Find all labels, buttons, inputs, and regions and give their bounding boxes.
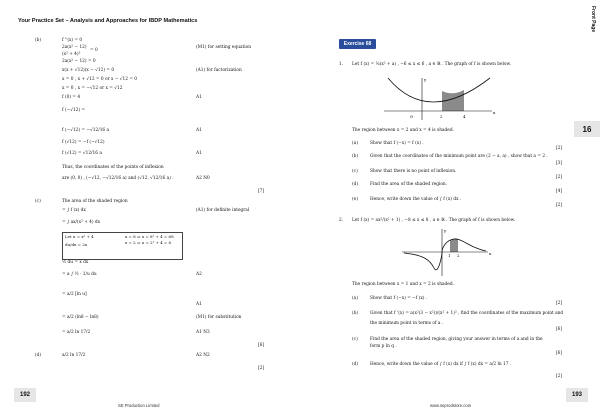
b-line-6: x = 0 , x + √12 = 0 or x − √12 = 0	[62, 77, 138, 82]
d-mark-1: [2]	[258, 366, 265, 371]
header-title: Your Practice Set – Analysis and Approaches for IBDP Mathematics	[18, 18, 198, 24]
q2-c-label: (c)	[352, 337, 358, 342]
b-mark-4: A1	[196, 151, 202, 156]
q1-c-label: (c)	[352, 169, 358, 174]
q2-label-1: 1	[448, 253, 451, 258]
q2-b-text2: the minimum point in terms of a .	[370, 321, 444, 326]
q1-label-y: y	[424, 77, 427, 82]
d-line: a/2 ln 17/2	[62, 353, 86, 358]
q2-number: 2.	[339, 218, 344, 223]
q2-b-text: Given that f '(x) = a(x²(3 − x²))/(x² + 1)² , find the coordinates of the maximum point and	[370, 311, 564, 316]
b-mark-6: [7]	[258, 189, 265, 194]
q2-c-text2: form p ln q .	[370, 344, 397, 349]
q1-stem: Let f (x) = ¼(x² + a) , −6 ≤ x ≤ 6 , a ∈ ℝ . The graph of f is shown below.	[352, 62, 511, 67]
c-mark-3: (M1) for substitution	[196, 315, 242, 320]
q1-graph	[380, 74, 500, 124]
c-box-0: Let u = x² + 4	[65, 234, 94, 239]
q1-a-label: (a)	[352, 141, 358, 146]
b-mark-2: A1	[196, 95, 202, 100]
c-mark-0: (A1) for definite integral	[196, 208, 250, 213]
q2-b-label: (b)	[352, 311, 359, 316]
c-mark-2: A1	[196, 302, 202, 307]
d-mark-0: A2 N2	[196, 353, 210, 358]
q1-label-x: x	[493, 110, 496, 115]
c-box-2: x = 2 ⇒ u = 2² + 4 = 8	[125, 240, 172, 245]
q1-b-text: Given that the coordinates of the minimum point are (2 − a, a) , show that a = 2 .	[370, 154, 548, 159]
q2-d-mark: [2]	[556, 374, 563, 379]
q2-stem: Let f (x) = ax²/(x² + 1) , −8 ≤ x ≤ 8 , a ∈ ℝ . The graph of f is shown below.	[352, 218, 516, 223]
b-line-2: (x² + 4)³	[62, 52, 81, 57]
part-b-label: (b)	[35, 38, 42, 43]
q1-d-label: (d)	[352, 182, 359, 187]
b-mark-3: A1	[196, 128, 202, 133]
q2-c-mark: [6]	[556, 351, 563, 356]
q1-b-label: (b)	[352, 154, 359, 159]
c-mark-4: A1 N3	[196, 330, 210, 335]
q2-b-mark: [6]	[556, 327, 563, 332]
q1-curve	[388, 78, 490, 102]
publisher: SE Production Limited	[118, 403, 160, 408]
c-line-2: = ∫ ax/(x² + 4) dx	[62, 220, 101, 225]
b-line-3: = 0	[90, 48, 98, 53]
b-mark-5: A2 N0	[196, 176, 210, 181]
q2-graph	[398, 226, 493, 278]
c-line-5: = a ∫ ½ · 1/u du	[62, 272, 97, 277]
website: www.seprodstore.com	[430, 403, 472, 408]
q1-a-mark: [2]	[556, 146, 563, 151]
q2-shaded-region	[450, 239, 458, 252]
exercise-badge: Exercise 68	[339, 39, 376, 49]
c-line-6: = a/2 [ln u]	[62, 292, 87, 297]
q2-label-2: 2	[457, 253, 460, 258]
q1-label-origin: O	[410, 114, 414, 119]
q2-curve	[404, 239, 486, 270]
c-line-1: = ∫ f (x) dx	[62, 208, 86, 213]
substitution-box	[62, 232, 183, 260]
q2-a-mark: [2]	[556, 301, 563, 306]
c-box-1: x = 8 ⇒ u = 8² + 4 = 68	[125, 234, 174, 239]
q1-label-2: 2	[440, 114, 443, 119]
c-mark-5: [6]	[258, 343, 265, 348]
part-d-label: (d)	[35, 353, 42, 358]
q1-e-label: (e)	[352, 197, 358, 202]
b-line-7: x = 0 , x = −√12 or x = √12	[62, 86, 123, 91]
b-line-10: f (−√12) = −√12/16 a	[62, 128, 110, 133]
b-line-8: f (0) = 4	[62, 95, 81, 100]
q2-c-text: Find the area of the shaded region, giving your answer in terms of a and in the	[370, 337, 543, 342]
b-line-11: f (√12) = −f (−√12)	[62, 140, 105, 145]
page-number-left: 192	[14, 388, 36, 402]
part-c-label: (c)	[35, 199, 41, 204]
q1-b-mark: [3]	[556, 161, 563, 166]
q2-intro: The region between x = 1 and x = 2 is shaded.	[352, 282, 454, 287]
side-label: Front Page	[590, 6, 596, 33]
b-mark-0: (M1) for setting equation	[196, 45, 251, 50]
b-line-12: f (√12) = √12/16 a	[62, 151, 102, 156]
b-line-14: are (0, 0) , (−√12, −√12/16 a) and (√12, √12/16 a) .	[62, 176, 174, 181]
q1-d-text: Find the area of the shaded region.	[370, 182, 448, 187]
q1-c-text: Show that there is no point of inflexion.	[370, 169, 457, 174]
q2-a-text: Show that f (−x) = −f (x) .	[370, 296, 428, 301]
page-number-right: 193	[566, 388, 588, 402]
q1-label-4: 4	[463, 114, 466, 119]
c-box-du: du/dx = 2x	[65, 242, 87, 247]
q2-label-x: x	[489, 251, 492, 256]
q1-d-mark: [4]	[556, 189, 563, 194]
q1-c-mark: [2]	[556, 175, 563, 180]
chapter-tab: 16	[574, 121, 600, 137]
c-mark-1: A2	[196, 272, 202, 277]
b-line-5: x(x + √12)(x − √12) = 0	[62, 68, 115, 73]
q2-label-y: y	[444, 228, 447, 233]
c-line-8: = a/2 ln 17/2	[62, 330, 91, 335]
b-line-13: Thus, the coordinates of the points of inflexion	[62, 165, 164, 170]
c-line-4: ½ du = x dx	[62, 260, 89, 265]
q2-d-text: Hence, write down the value of ∫ f (x) dx if ∫ f (x) dx = a/2 ln 17 .	[370, 362, 512, 367]
q1-e-mark: [2]	[556, 203, 563, 208]
b-line-0: f ''(x) = 0	[62, 38, 83, 43]
q2-a-label: (a)	[352, 296, 358, 301]
b-mark-1: (A1) for factorization	[196, 68, 242, 73]
c-line-7: = a/2 (ln8 − ln8)	[62, 315, 99, 320]
q1-number: 1.	[339, 62, 344, 67]
b-line-9: f (−√12) =	[62, 108, 86, 113]
q1-intro: The region between x = 2 and x = 4 is shaded.	[352, 128, 454, 133]
c-line-0: The area of the shaded region	[62, 199, 128, 204]
b-line-4: 2a(x² − 12) = 0	[62, 59, 96, 64]
q1-e-text: Hence, write down the value of ∫ f (x) dx .	[370, 197, 462, 202]
b-line-1: 2a(x² − 12)	[62, 45, 87, 50]
q1-a-text: Show that f (−x) = f (x) .	[370, 141, 424, 146]
q2-d-label: (d)	[352, 362, 359, 367]
